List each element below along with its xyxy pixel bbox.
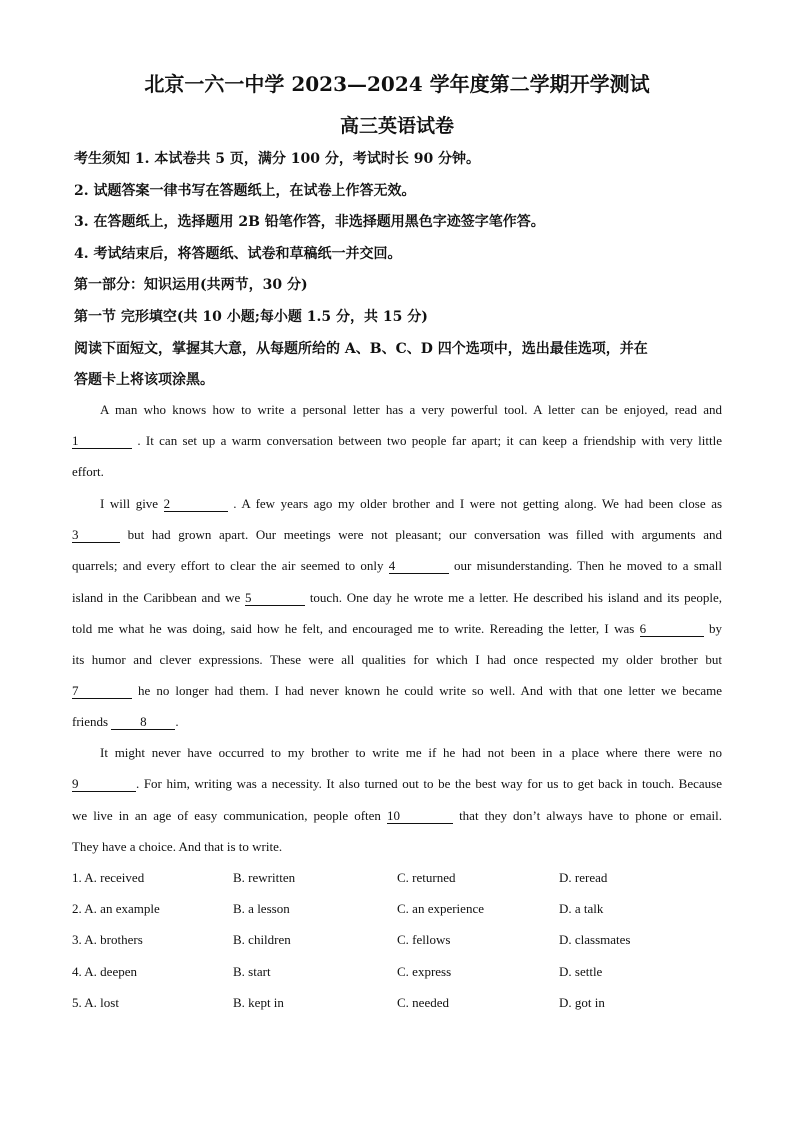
passage-line: It might never have occurred to my brother to write me if he had not been in a place where there were no [100, 745, 722, 760]
option-b[interactable]: B. start [233, 964, 271, 979]
directions-line-1: 阅读下面短文，掌握其大意，从每题所给的 A、B、C、D 四个选项中，选出最佳选项，并在 [74, 341, 648, 357]
question-row [72, 901, 722, 917]
question-row [72, 964, 722, 980]
answer-blank[interactable]: 8 [111, 715, 175, 730]
option-b[interactable]: B. a lesson [233, 901, 290, 916]
option-c[interactable]: C. needed [397, 995, 449, 1010]
option-b[interactable]: B. rewritten [233, 870, 296, 885]
passage-line: we live in an age of easy communication, people often 10 that they don’t always have to phone or email. [72, 808, 723, 823]
passage-line: told me what he was doing, said how he felt, and encouraged me to write. Rereading the letter, I was 6 by [72, 621, 722, 636]
answer-blank[interactable]: 5 [245, 591, 305, 606]
option-a[interactable]: 5. A. lost [72, 995, 119, 1010]
passage-line: quarrels; and every effort to clear the air seemed to only 4 our misunderstanding. Then he moved to a small [72, 558, 722, 573]
option-c[interactable]: C. returned [397, 870, 456, 885]
answer-blank[interactable]: 4 [389, 559, 449, 574]
option-a[interactable]: 4. A. deepen [72, 964, 137, 979]
exam-title: 北京一六一中学 2023—2024 学年度第二学期开学测试 [144, 72, 650, 96]
option-d[interactable]: D. classmates [559, 932, 631, 947]
passage-line: effort. [72, 464, 104, 479]
answer-blank[interactable]: 2 [164, 497, 228, 512]
directions-line-2: 答题卡上将该项涂黑。 [74, 372, 214, 388]
option-a[interactable]: 1. A. received [72, 870, 145, 885]
question-row [72, 932, 722, 948]
instruction-3: 3. 在答题纸上，选择题用 2B 铅笔作答，非选择题用黑色字迹签字笔作答。 [74, 214, 545, 230]
section-heading: 第一节 完形填空(共 10 小题;每小题 1.5 分，共 15 分) [74, 309, 428, 325]
option-d[interactable]: D. got in [559, 995, 605, 1010]
question-row [72, 870, 722, 886]
passage-line: 9 . For him, writing was a necessity. It also turned out to be the best way for us to get back in touch. Because [72, 776, 722, 791]
exam-subtitle: 高三英语试卷 [339, 115, 454, 137]
option-b[interactable]: B. kept in [233, 995, 284, 1010]
passage-line: I will give 2 . A few years ago my older brother and I were not getting along. We had been close as [100, 496, 723, 511]
option-b[interactable]: B. children [233, 932, 291, 947]
option-c[interactable]: C. fellows [397, 932, 451, 947]
passage-line: friends 8 . [72, 714, 179, 729]
option-d[interactable]: D. a talk [559, 901, 604, 916]
passage-line: They have a choice. And that is to write. [72, 839, 283, 854]
instruction-1: 考生须知 1. 本试卷共 5 页，满分 100 分，考试时长 90 分钟。 [74, 151, 481, 167]
option-d[interactable]: D. settle [559, 964, 603, 979]
answer-blank[interactable]: 10 [387, 809, 453, 824]
passage-line: island in the Caribbean and we 5 touch. One day he wrote me a letter. He described his island and its people, [72, 590, 723, 605]
instruction-4: 4. 考试结束后，将答题纸、试卷和草稿纸一并交回。 [74, 246, 402, 262]
passage-line: 1 . It can set up a warm conversation between two people far apart; it can keep a friendship with very little [72, 433, 722, 448]
passage-line: 7 he no longer had them. I had never known he could write so well. And with that one letter we became [72, 683, 722, 698]
answer-blank[interactable]: 3 [72, 528, 120, 543]
instruction-2: 2. 试题答案一律书写在答题纸上，在试卷上作答无效。 [74, 183, 416, 199]
answer-blank[interactable]: 1 [72, 434, 132, 449]
passage-line: its humor and clever expressions. These were all qualities for which I had once respected my older brother but [72, 652, 722, 667]
option-c[interactable]: C. an experience [397, 901, 484, 916]
question-row [72, 995, 722, 1011]
answer-blank[interactable]: 6 [640, 622, 704, 637]
passage-line: 3 but had grown apart. Our meetings were not pleasant; our conversation was filled with arguments and [72, 527, 722, 542]
option-d[interactable]: D. reread [559, 870, 608, 885]
answer-blank[interactable]: 7 [72, 684, 132, 699]
answer-blank[interactable]: 9 [72, 777, 136, 792]
option-a[interactable]: 2. A. an example [72, 901, 160, 916]
option-a[interactable]: 3. A. brothers [72, 932, 143, 947]
passage-line: A man who knows how to write a personal letter has a very powerful tool. A letter can be enjoyed, read and [100, 402, 722, 417]
option-c[interactable]: C. express [397, 964, 452, 979]
part-heading: 第一部分：知识运用(共两节，30 分) [74, 277, 308, 293]
